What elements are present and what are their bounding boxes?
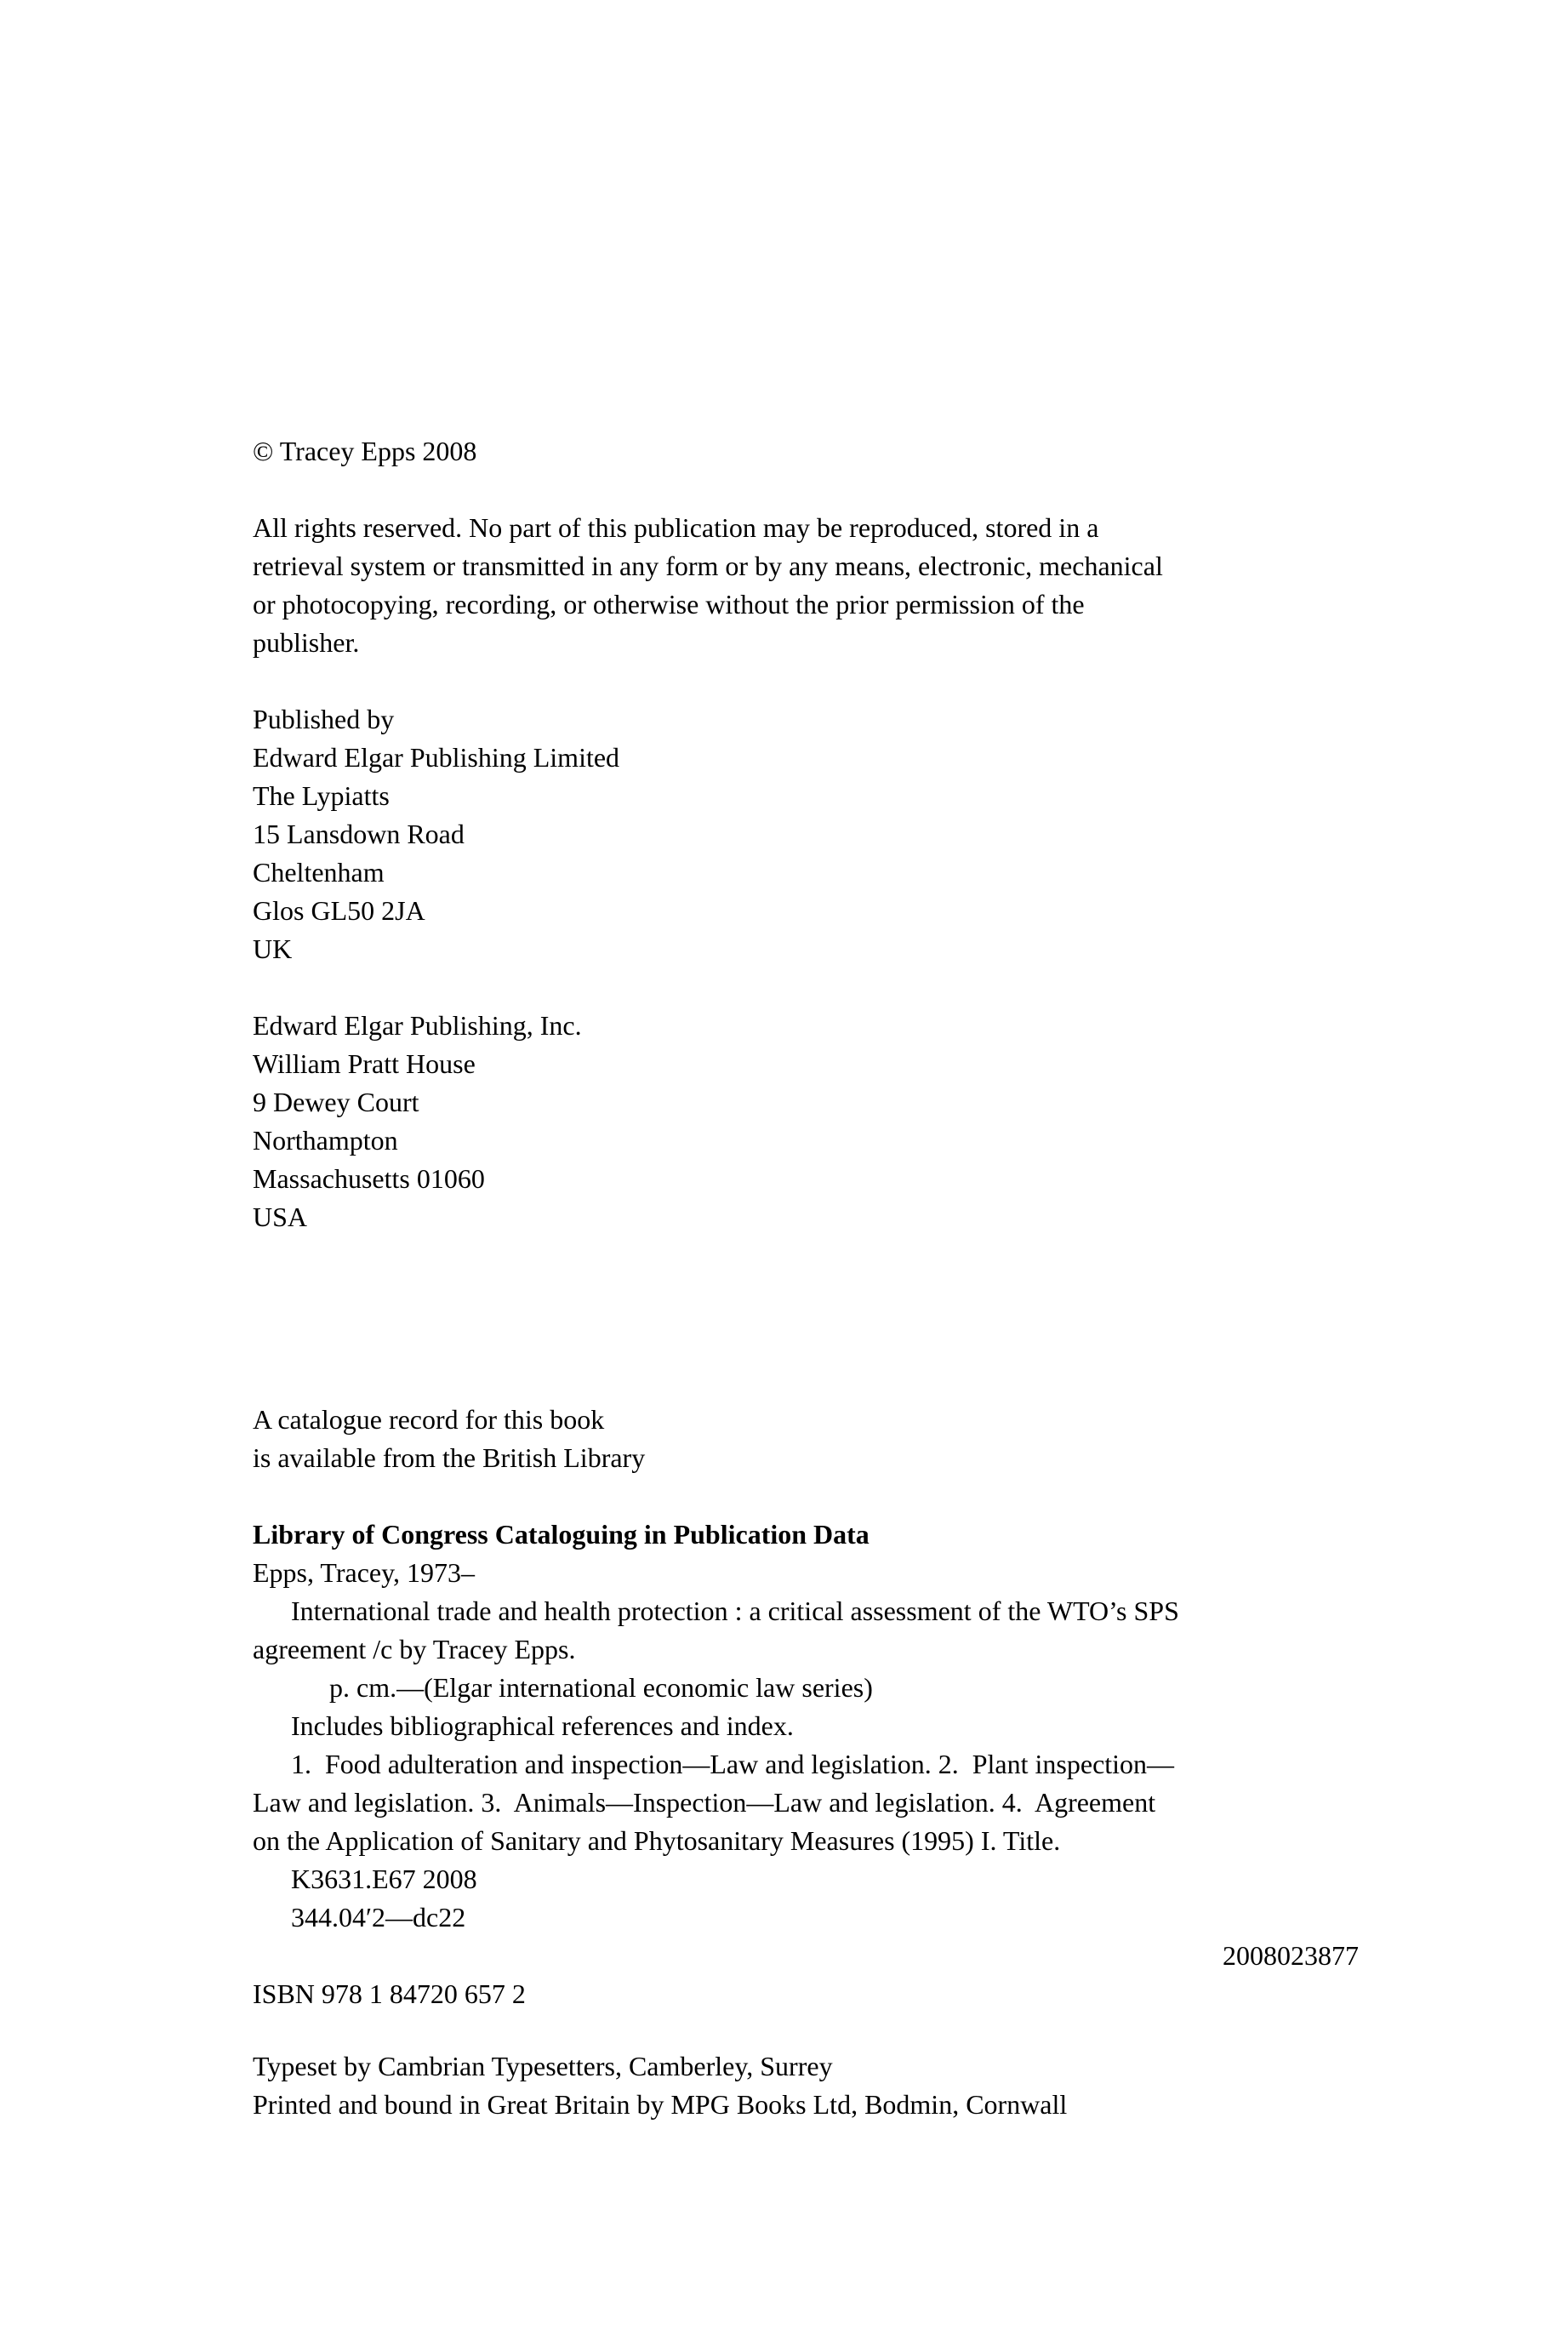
publisher-name-line: Edward Elgar Publishing, Inc. bbox=[253, 1010, 582, 1041]
address-line: Massachusetts 01060 bbox=[253, 1163, 485, 1194]
loc-cip-line: 1. Food adulteration and inspection—Law and legislation. 2. Plant inspection— bbox=[291, 1749, 1175, 1779]
address-line: USA bbox=[253, 1202, 308, 1232]
loc-cip-line: agreement /c by Tracey Epps. bbox=[253, 1634, 576, 1664]
loc-cip-line: Includes bibliographical references and index. bbox=[291, 1710, 794, 1741]
catalogue-note-line: A catalogue record for this book bbox=[253, 1404, 605, 1435]
rights-line: publisher. bbox=[253, 627, 360, 658]
publisher-name-line: Edward Elgar Publishing Limited bbox=[253, 742, 620, 773]
catalogue-note-line: is available from the British Library bbox=[253, 1442, 646, 1473]
british-library-note bbox=[253, 1401, 1359, 1477]
address-line: Glos GL50 2JA bbox=[253, 895, 425, 926]
address-line: William Pratt House bbox=[253, 1048, 476, 1079]
loc-cip-line: Epps, Tracey, 1973– bbox=[253, 1557, 476, 1588]
address-line: Northampton bbox=[253, 1125, 398, 1156]
loc-cip-heading: Library of Congress Cataloguing in Publication Data bbox=[253, 1519, 870, 1550]
loc-cip-line: Law and legislation. 3. Animals—Inspection—Law and legislation. 4. Agreement bbox=[253, 1787, 1156, 1818]
lc-control-number: 2008023877 bbox=[1223, 1940, 1359, 1971]
address-line: 15 Lansdown Road bbox=[253, 819, 465, 849]
colophon-block bbox=[253, 2047, 1359, 2124]
rights-line: All rights reserved. No part of this publication may be reproduced, stored in a bbox=[253, 512, 1099, 543]
loc-cip-line: International trade and health protection : a critical assessment of the WTO’s SPS bbox=[291, 1596, 1179, 1626]
rights-line: or photocopying, recording, or otherwise without the prior permission of the bbox=[253, 589, 1085, 619]
us-publisher-block bbox=[253, 1007, 1359, 1236]
uk-publisher-block bbox=[253, 700, 1359, 968]
imprint-text-block bbox=[253, 432, 1359, 2124]
loc-cip-line: on the Application of Sanitary and Phytosanitary Measures (1995) I. Title. bbox=[253, 1825, 1061, 1856]
loc-cip-block bbox=[253, 1516, 1359, 2013]
copyright-line: © Tracey Epps 2008 bbox=[253, 436, 477, 466]
rights-line: retrieval system or transmitted in any form or by any means, electronic, mechanical bbox=[253, 551, 1163, 581]
address-line: UK bbox=[253, 933, 293, 964]
isbn-line: ISBN 978 1 84720 657 2 bbox=[253, 1978, 526, 2009]
address-line: 9 Dewey Court bbox=[253, 1087, 419, 1117]
colophon-printed-line: Printed and bound in Great Britain by MPG Books Ltd, Bodmin, Cornwall bbox=[253, 2089, 1068, 2120]
loc-dewey-line: 344.04′2—dc22 bbox=[291, 1902, 466, 1932]
loc-call-number-line: K3631.E67 2008 bbox=[291, 1864, 477, 1894]
rights-paragraph bbox=[253, 509, 1359, 662]
colophon-typeset-line: Typeset by Cambrian Typesetters, Camberley, Surrey bbox=[253, 2051, 833, 2081]
published-by-line: Published by bbox=[253, 704, 395, 734]
loc-cip-line: p. cm.—(Elgar international economic law series) bbox=[329, 1672, 873, 1703]
address-line: The Lypiatts bbox=[253, 780, 390, 811]
address-line: Cheltenham bbox=[253, 857, 385, 888]
